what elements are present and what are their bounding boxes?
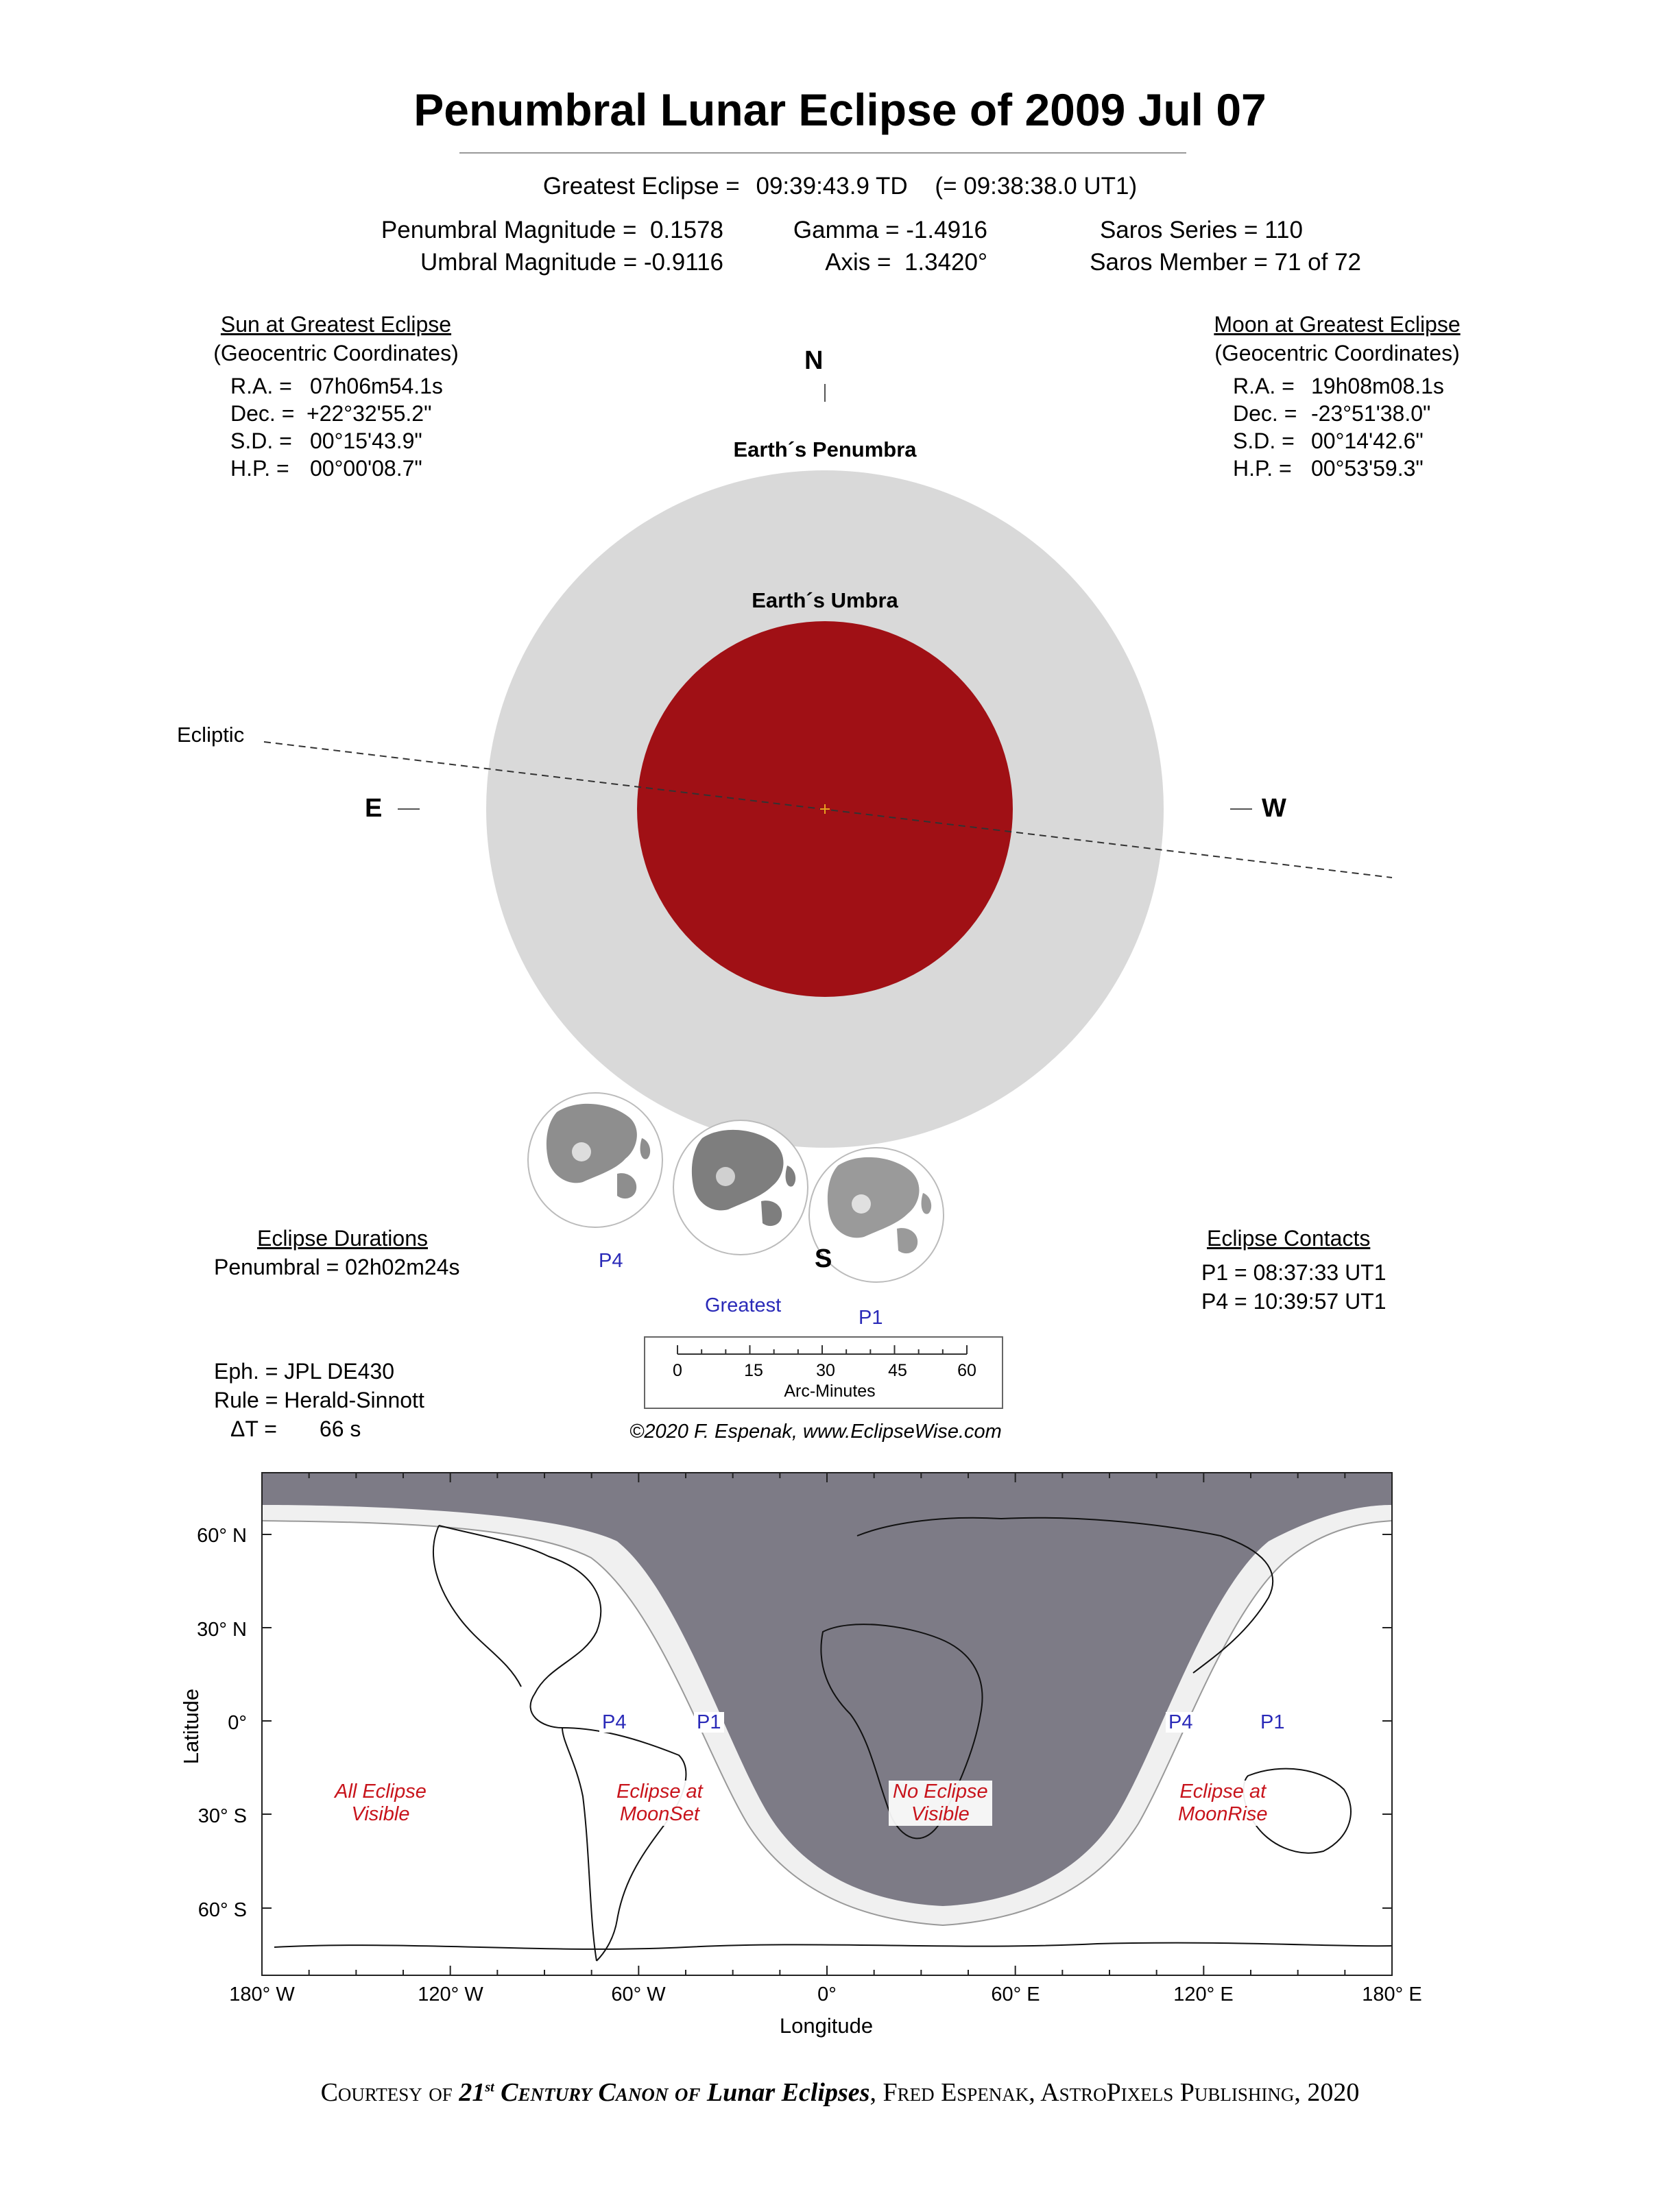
- moon-dec-value: -23°51'38.0": [1311, 401, 1431, 426]
- ecliptic-label: Ecliptic: [177, 723, 245, 747]
- moon-ra-value: 19h08m08.1s: [1311, 374, 1444, 398]
- penumbral-magnitude: Penumbral Magnitude = 0.1578: [381, 217, 723, 243]
- lat-tick-30s: 30° S: [197, 1805, 247, 1827]
- zone-all-eclipse: All Eclipse Visible: [335, 1781, 427, 1825]
- contacts-heading: Eclipse Contacts: [1207, 1226, 1371, 1251]
- penumbra-label: Earth´s Penumbra: [733, 437, 917, 461]
- sun-sd-value: 00°15'43.9": [310, 429, 422, 453]
- delta-t: ΔT = 66 s: [230, 1417, 361, 1441]
- moon-greatest-label: Greatest: [705, 1294, 782, 1316]
- sun-hp-value: 00°00'08.7": [310, 456, 422, 481]
- moon-subheading: (Geocentric Coordinates): [1214, 341, 1460, 365]
- moon-sd-value: 00°14'42.6": [1311, 429, 1424, 453]
- axis: Axis = 1.3420°: [825, 249, 987, 276]
- greatest-ut1: (= 09:38:38.0 UT1): [935, 173, 1138, 200]
- courtesy-footer: Courtesy of 21st Century Canon of Lunar Eclipses, Fred Espenak, AstroPixels Publishing, 2020: [320, 2078, 1360, 2107]
- saros-member: Saros Member = 71 of 72: [1090, 249, 1361, 276]
- lat-tick-0: 0°: [228, 1712, 247, 1734]
- scale-tick-label: 45: [888, 1361, 907, 1380]
- lat-tick-60n: 60° N: [197, 1525, 247, 1547]
- sun-hp-key: H.P. =: [230, 456, 289, 481]
- latitude-axis-label: Latitude: [179, 1688, 204, 1765]
- scale-tick-label: 60: [957, 1361, 976, 1380]
- map-p4-west: P4: [602, 1711, 627, 1733]
- sun-dec-key: Dec. =: [230, 401, 295, 426]
- umbra-label: Earth´s Umbra: [752, 588, 898, 612]
- lon-tick-60w: 60° W: [611, 1984, 666, 2005]
- moon-hp-value: 00°53'59.3": [1311, 456, 1424, 481]
- delta-t-rule: Rule = Herald-Sinnott: [214, 1388, 424, 1412]
- sun-ra-key: R.A. =: [230, 374, 292, 398]
- zone-no-eclipse: No Eclipse Visible: [889, 1781, 992, 1826]
- moon-p4-label: P4: [599, 1250, 623, 1272]
- scale-tick-label: 0: [673, 1361, 682, 1380]
- greatest-td: 09:39:43.9 TD: [756, 173, 908, 200]
- moon-heading: Moon at Greatest Eclipse: [1214, 312, 1461, 337]
- longitude-axis-label: Longitude: [779, 2014, 874, 2038]
- lon-tick-180e: 180° E: [1362, 1984, 1422, 2005]
- contact-p4: P4 = 10:39:57 UT1: [1201, 1289, 1387, 1314]
- map-p4-east: P4: [1168, 1711, 1193, 1733]
- zone-moonset: Eclipse at MoonSet: [612, 1781, 707, 1826]
- durations-heading: Eclipse Durations: [257, 1226, 428, 1251]
- lon-tick-120e: 120° E: [1173, 1984, 1234, 2005]
- west-label: W: [1262, 794, 1286, 823]
- saros-series: Saros Series = 110: [1099, 217, 1303, 243]
- north-label: N: [804, 346, 824, 375]
- south-label: S: [815, 1244, 832, 1273]
- copyright: ©2020 F. Espenak, www.EclipseWise.com: [629, 1421, 1002, 1443]
- penumbral-duration: Penumbral = 02h02m24s: [214, 1255, 460, 1279]
- gamma: Gamma = -1.4916: [793, 217, 987, 243]
- greatest-label: Greatest Eclipse =: [542, 173, 740, 200]
- lat-tick-30n: 30° N: [197, 1619, 247, 1641]
- map-p1-east: P1: [1260, 1711, 1285, 1733]
- moon-sd-key: S.D. =: [1233, 429, 1295, 453]
- zone-moonrise: Eclipse at MoonRise: [1174, 1781, 1272, 1826]
- lon-tick-60e: 60° E: [991, 1984, 1040, 2005]
- east-label: E: [365, 794, 383, 823]
- umbral-magnitude: Umbral Magnitude = -0.9116: [420, 249, 723, 276]
- scale-label: Arc-Minutes: [784, 1382, 876, 1401]
- lon-tick-0: 0°: [817, 1984, 837, 2005]
- sun-dec-value: +22°32'55.2": [307, 401, 432, 426]
- sun-ra-value: 07h06m54.1s: [310, 374, 443, 398]
- moon-dec-key: Dec. =: [1233, 401, 1297, 426]
- ephemeris: Eph. = JPL DE430: [214, 1359, 394, 1384]
- lon-tick-120w: 120° W: [418, 1984, 483, 2005]
- moon-ra-key: R.A. =: [1233, 374, 1295, 398]
- moon-p1-label: P1: [859, 1307, 883, 1329]
- moon-hp-key: H.P. =: [1233, 456, 1292, 481]
- scale-tick-label: 30: [816, 1361, 835, 1380]
- lon-tick-180w: 180° W: [229, 1984, 295, 2005]
- sun-sd-key: S.D. =: [230, 429, 292, 453]
- scale-tick-label: 15: [744, 1361, 763, 1380]
- contact-p1: P1 = 08:37:33 UT1: [1201, 1260, 1387, 1285]
- map-p1-west: P1: [697, 1711, 721, 1733]
- sun-subheading: (Geocentric Coordinates): [213, 341, 459, 365]
- sun-heading: Sun at Greatest Eclipse: [220, 312, 452, 337]
- page-title: Penumbral Lunar Eclipse of 2009 Jul 07: [413, 84, 1267, 135]
- lat-tick-60s: 60° S: [197, 1899, 247, 1921]
